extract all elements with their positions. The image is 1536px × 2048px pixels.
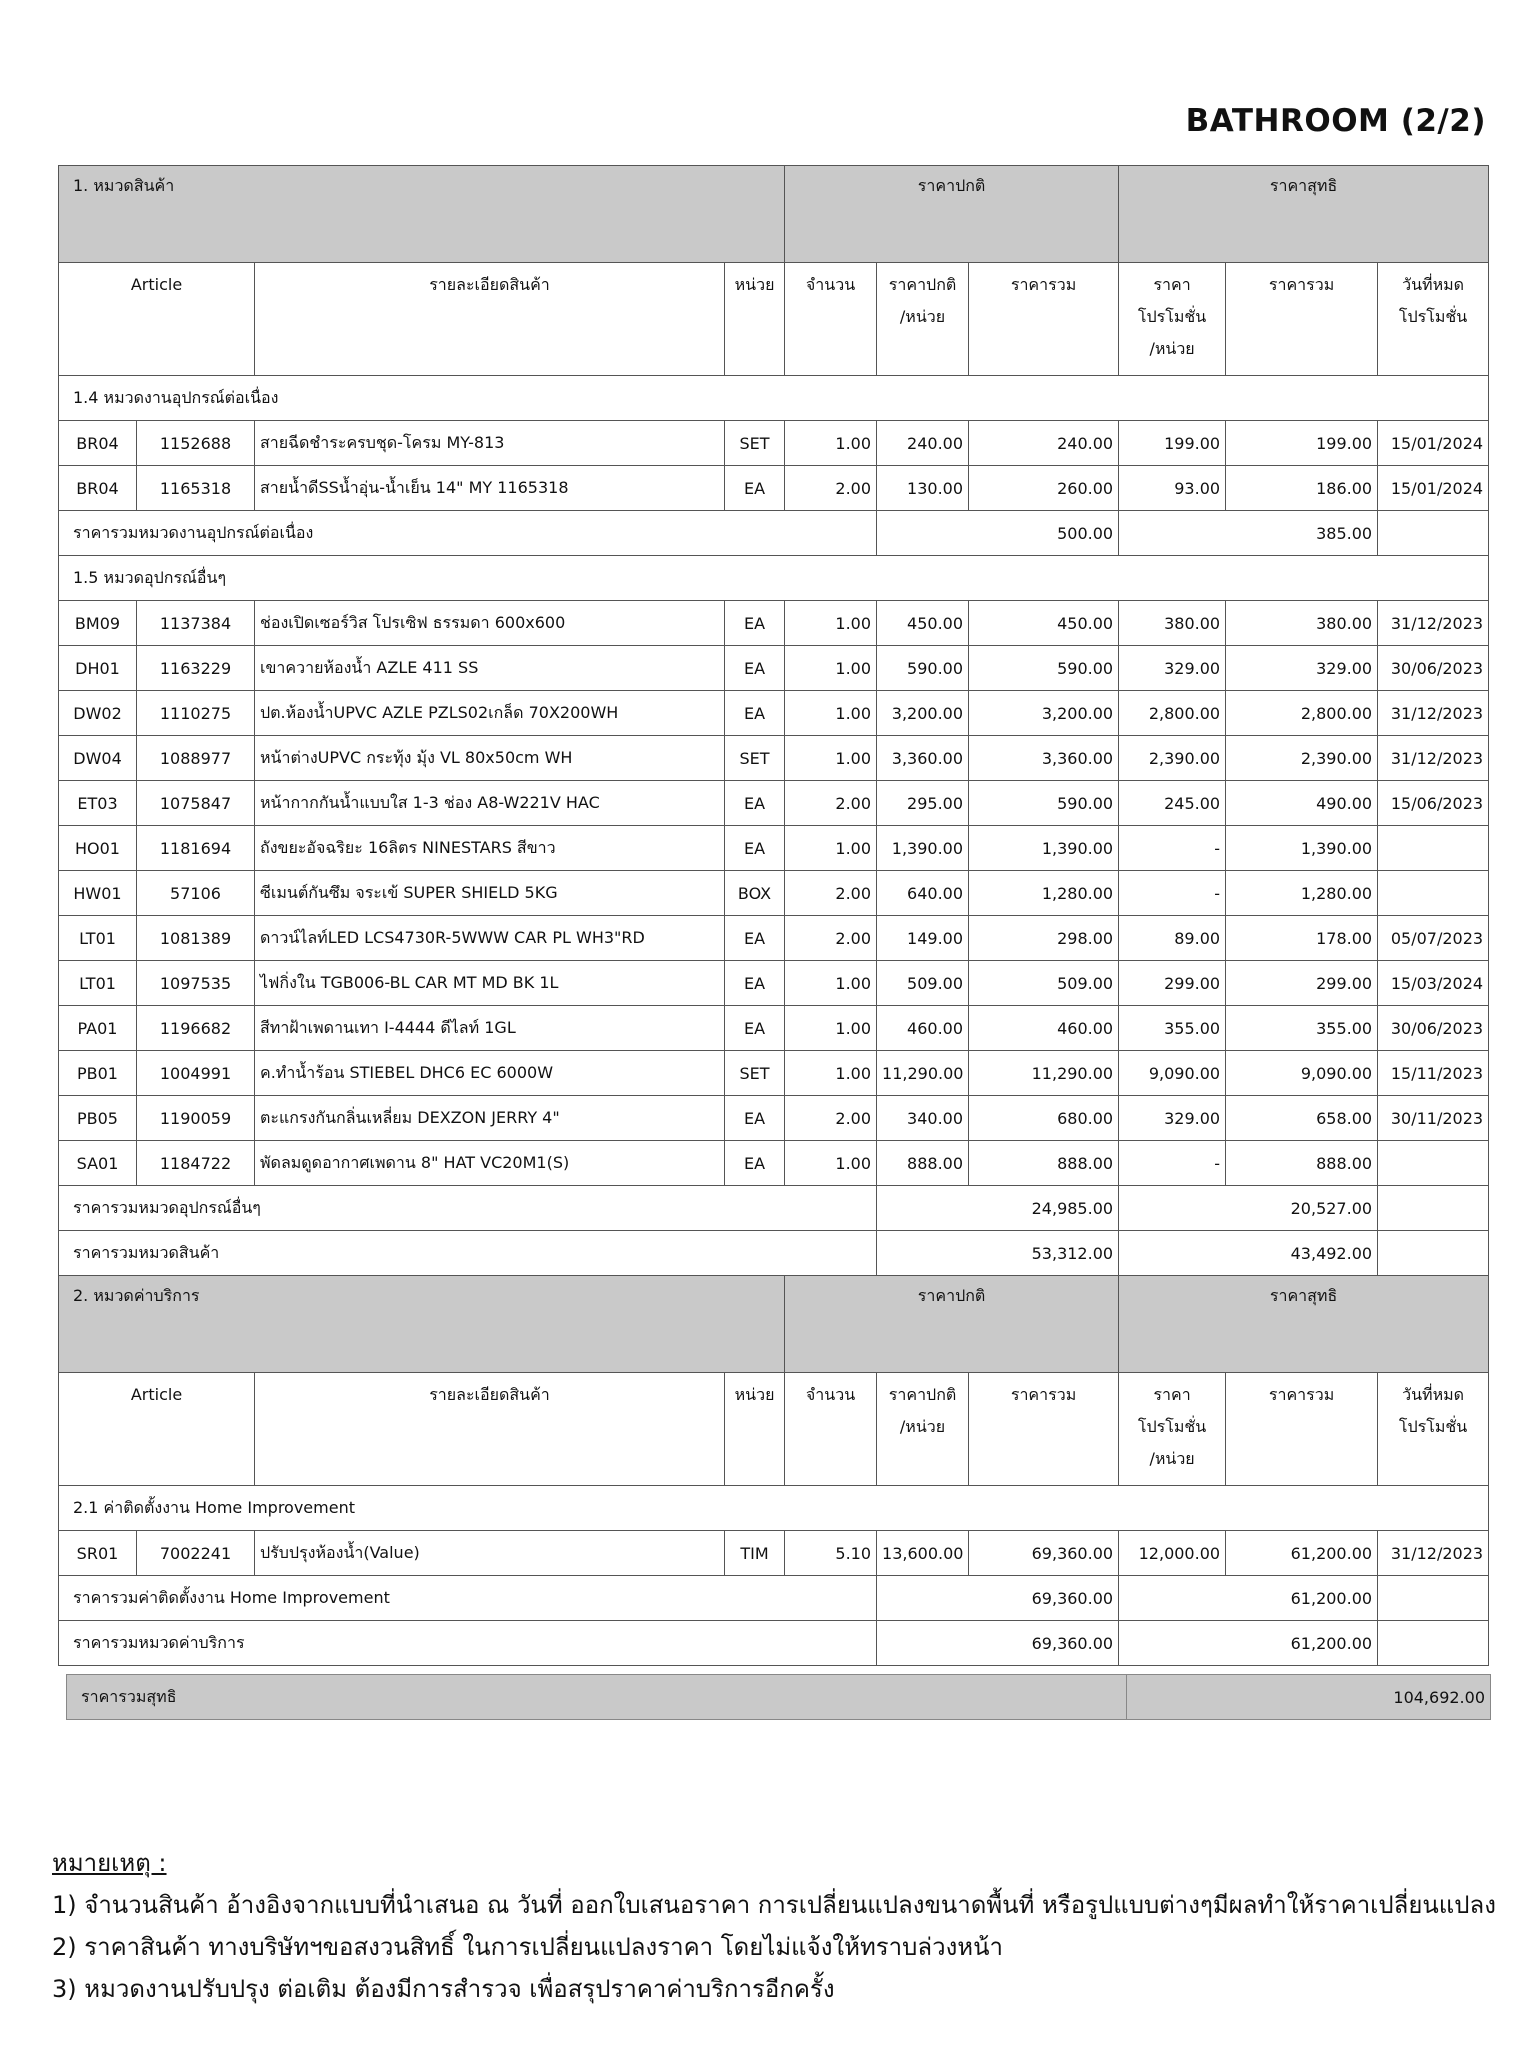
item-promo-price: - — [1119, 1141, 1226, 1186]
item-unit-price: 130.00 — [877, 466, 969, 511]
table-row — [59, 601, 1489, 646]
subtotal-normal: 69,360.00 — [877, 1576, 1119, 1621]
item-expire-date: 30/06/2023 — [1378, 1006, 1489, 1051]
col-article: Article — [59, 1373, 255, 1486]
col-total: ราคารวม — [969, 1373, 1119, 1486]
col-promo-l3: /หน่วย — [1149, 339, 1195, 358]
item-total: 298.00 — [969, 916, 1119, 961]
item-promo-price: 9,090.00 — [1119, 1051, 1226, 1096]
col-unit-price — [877, 263, 969, 376]
item-unit-price: 460.00 — [877, 1006, 969, 1051]
item-promo-price: 245.00 — [1119, 781, 1226, 826]
item-unit: SET — [725, 1051, 785, 1096]
item-unit-price: 240.00 — [877, 421, 969, 466]
table-row — [59, 421, 1489, 466]
col-unit-price-l1: ราคาปกติ — [888, 275, 957, 294]
item-description: พัดลมดูดอากาศเพดาน 8" HAT VC20M1(S) — [255, 1141, 725, 1186]
item-description: ดาวน์ไลท์LED LCS4730R-5WWW CAR PL WH3"RD — [255, 916, 725, 961]
item-qty: 2.00 — [785, 1096, 877, 1141]
col-detail: รายละเอียดสินค้า — [255, 263, 725, 376]
item-qty: 1.00 — [785, 691, 877, 736]
item-promo-total: 380.00 — [1226, 601, 1378, 646]
item-expire-date: 31/12/2023 — [1378, 691, 1489, 736]
item-unit-price: 1,390.00 — [877, 826, 969, 871]
item-unit: EA — [725, 466, 785, 511]
subtotal-row — [59, 1231, 1489, 1276]
item-unit-price: 3,360.00 — [877, 736, 969, 781]
col-qty: จำนวน — [785, 263, 877, 376]
column-header-row — [59, 263, 1489, 376]
col-expire-l2: โปรโมชั่น — [1398, 1417, 1468, 1436]
item-promo-total: 186.00 — [1226, 466, 1378, 511]
table-row — [59, 961, 1489, 1006]
item-article: 7002241 — [137, 1531, 255, 1576]
item-code: SR01 — [59, 1531, 137, 1576]
item-expire-date — [1378, 871, 1489, 916]
category-header-row — [59, 1276, 1489, 1373]
item-description: สีทาฝ้าเพดานเทา I-4444 ดีไลท์ 1GL — [255, 1006, 725, 1051]
notes-heading: หมายเหตุ : — [52, 1849, 167, 1877]
item-unit-price: 888.00 — [877, 1141, 969, 1186]
item-unit: EA — [725, 646, 785, 691]
item-unit: EA — [725, 961, 785, 1006]
item-description: เขาควายห้องน้ำ AZLE 411 SS — [255, 646, 725, 691]
item-qty: 1.00 — [785, 421, 877, 466]
item-description: ตะแกรงกันกลิ่นเหลี่ยม DEXZON JERRY 4" — [255, 1096, 725, 1141]
table-row — [59, 1141, 1489, 1186]
item-promo-price: 329.00 — [1119, 1096, 1226, 1141]
net-price-heading: ราคาสุทธิ — [1119, 1276, 1489, 1373]
item-expire-date: 15/03/2024 — [1378, 961, 1489, 1006]
item-unit: EA — [725, 691, 785, 736]
item-promo-price: 93.00 — [1119, 466, 1226, 511]
subtotal-row — [59, 1576, 1489, 1621]
note-line: 2) ราคาสินค้า ทางบริษัทฯขอสงวนสิทธิ์ ในการเปลี่ยนแปลงราคา โดยไม่แจ้งให้ทราบล่วงหน้า — [52, 1933, 1003, 1961]
item-unit-price: 509.00 — [877, 961, 969, 1006]
item-code: LT01 — [59, 916, 137, 961]
table-row — [59, 826, 1489, 871]
col-detail: รายละเอียดสินค้า — [255, 1373, 725, 1486]
table-row — [59, 736, 1489, 781]
item-article: 57106 — [137, 871, 255, 916]
item-code: SA01 — [59, 1141, 137, 1186]
subtotal-net: 61,200.00 — [1119, 1576, 1378, 1621]
subtotal-net: 20,527.00 — [1119, 1186, 1378, 1231]
col-promo-total: ราคารวม — [1226, 1373, 1378, 1486]
item-article: 1075847 — [137, 781, 255, 826]
item-description: หน้าต่างUPVC กระทุ้ง มุ้ง VL 80x50cm WH — [255, 736, 725, 781]
item-promo-total: 888.00 — [1226, 1141, 1378, 1186]
subtotal-normal: 53,312.00 — [877, 1231, 1119, 1276]
subtotal-row — [59, 1186, 1489, 1231]
col-unit: หน่วย — [725, 1373, 785, 1486]
item-promo-total: 658.00 — [1226, 1096, 1378, 1141]
item-article: 1184722 — [137, 1141, 255, 1186]
item-total: 1,280.00 — [969, 871, 1119, 916]
col-total: ราคารวม — [969, 263, 1119, 376]
table-row — [59, 1051, 1489, 1096]
item-promo-total: 1,390.00 — [1226, 826, 1378, 871]
subtotal-label: ราคารวมหมวดงานอุปกรณ์ต่อเนื่อง — [59, 511, 877, 556]
item-total: 1,390.00 — [969, 826, 1119, 871]
item-unit: BOX — [725, 871, 785, 916]
subtotal-row — [59, 1621, 1489, 1666]
item-description: ค.ทำน้ำร้อน STIEBEL DHC6 EC 6000W — [255, 1051, 725, 1096]
normal-price-heading: ราคาปกติ — [785, 1276, 1119, 1373]
item-code: DH01 — [59, 646, 137, 691]
item-expire-date: 31/12/2023 — [1378, 601, 1489, 646]
item-promo-total: 178.00 — [1226, 916, 1378, 961]
item-description: ไฟกิ่งใน TGB006-BL CAR MT MD BK 1L — [255, 961, 725, 1006]
subtotal-normal: 69,360.00 — [877, 1621, 1119, 1666]
note-line: 1) จำนวนสินค้า อ้างอิงจากแบบที่นำเสนอ ณ วันที่ ออกใบเสนอราคา การเปลี่ยนแปลงขนาดพื้นที่ หรือรูปแบบต่างๆมีผลทำให้ราคาเปลี่ยนแปลง — [52, 1891, 1496, 1919]
item-code: BM09 — [59, 601, 137, 646]
item-unit: EA — [725, 1006, 785, 1051]
item-unit: EA — [725, 781, 785, 826]
item-unit-price: 450.00 — [877, 601, 969, 646]
item-qty: 5.10 — [785, 1531, 877, 1576]
item-code: PB01 — [59, 1051, 137, 1096]
category-header-row — [59, 166, 1489, 263]
item-unit-price: 295.00 — [877, 781, 969, 826]
subtotal-net: 385.00 — [1119, 511, 1378, 556]
table-row — [59, 466, 1489, 511]
item-code: PB05 — [59, 1096, 137, 1141]
item-promo-total: 490.00 — [1226, 781, 1378, 826]
subtotal-empty — [1378, 1621, 1489, 1666]
item-total: 450.00 — [969, 601, 1119, 646]
item-expire-date: 15/06/2023 — [1378, 781, 1489, 826]
col-expire-l1: วันที่หมด — [1402, 1385, 1465, 1404]
col-article: Article — [59, 263, 255, 376]
item-article: 1165318 — [137, 466, 255, 511]
item-promo-price: 12,000.00 — [1119, 1531, 1226, 1576]
item-promo-price: 2,390.00 — [1119, 736, 1226, 781]
col-expire-l1: วันที่หมด — [1402, 275, 1465, 294]
subtotal-normal: 500.00 — [877, 511, 1119, 556]
subcategory-title: 1.5 หมวดอุปกรณ์อื่นๆ — [59, 556, 1489, 601]
item-code: PA01 — [59, 1006, 137, 1051]
item-code: ET03 — [59, 781, 137, 826]
col-expire — [1378, 263, 1489, 376]
table-row — [59, 691, 1489, 736]
net-price-heading: ราคาสุทธิ — [1119, 166, 1489, 263]
item-code: HW01 — [59, 871, 137, 916]
col-promo-l1: ราคา — [1153, 1385, 1191, 1404]
item-article: 1081389 — [137, 916, 255, 961]
subtotal-label: ราคารวมหมวดอุปกรณ์อื่นๆ — [59, 1186, 877, 1231]
item-promo-price: 199.00 — [1119, 421, 1226, 466]
item-qty: 1.00 — [785, 1006, 877, 1051]
item-promo-price: 355.00 — [1119, 1006, 1226, 1051]
category-title: 1. หมวดสินค้า — [59, 166, 785, 263]
column-header-row — [59, 1373, 1489, 1486]
item-total: 3,200.00 — [969, 691, 1119, 736]
item-expire-date — [1378, 826, 1489, 871]
item-unit: EA — [725, 826, 785, 871]
item-article: 1163229 — [137, 646, 255, 691]
item-unit-price: 590.00 — [877, 646, 969, 691]
subcategory-title: 1.4 หมวดงานอุปกรณ์ต่อเนื่อง — [59, 376, 1489, 421]
table-row — [59, 781, 1489, 826]
subcategory-row — [59, 1486, 1489, 1531]
item-code: BR04 — [59, 421, 137, 466]
subtotal-label: ราคารวมหมวดสินค้า — [59, 1231, 877, 1276]
subcategory-row — [59, 556, 1489, 601]
item-total: 260.00 — [969, 466, 1119, 511]
category-title: 2. หมวดค่าบริการ — [59, 1276, 785, 1373]
item-expire-date: 30/06/2023 — [1378, 646, 1489, 691]
item-total: 888.00 — [969, 1141, 1119, 1186]
item-total: 590.00 — [969, 646, 1119, 691]
item-promo-price: - — [1119, 826, 1226, 871]
subcategory-title: 2.1 ค่าติดตั้งงาน Home Improvement — [59, 1486, 1489, 1531]
item-unit-price: 640.00 — [877, 871, 969, 916]
item-unit: SET — [725, 736, 785, 781]
item-unit-price: 11,290.00 — [877, 1051, 969, 1096]
item-expire-date: 30/11/2023 — [1378, 1096, 1489, 1141]
col-promo-l2: โปรโมชั่น — [1137, 307, 1207, 326]
item-description: หน้ากากกันน้ำแบบใส 1-3 ช่อง A8-W221V HAC — [255, 781, 725, 826]
col-promo-l2: โปรโมชั่น — [1137, 1417, 1207, 1436]
item-article: 1097535 — [137, 961, 255, 1006]
item-promo-price: 299.00 — [1119, 961, 1226, 1006]
subtotal-normal: 24,985.00 — [877, 1186, 1119, 1231]
item-description: ปต.ห้องน้ำUPVC AZLE PZLS02เกล็ด 70X200WH — [255, 691, 725, 736]
subtotal-empty — [1378, 1186, 1489, 1231]
item-promo-total: 2,390.00 — [1226, 736, 1378, 781]
item-article: 1137384 — [137, 601, 255, 646]
item-qty: 1.00 — [785, 736, 877, 781]
item-article: 1152688 — [137, 421, 255, 466]
item-promo-price: 329.00 — [1119, 646, 1226, 691]
item-unit: EA — [725, 916, 785, 961]
item-promo-total: 61,200.00 — [1226, 1531, 1378, 1576]
item-qty: 2.00 — [785, 781, 877, 826]
item-unit-price: 13,600.00 — [877, 1531, 969, 1576]
table-row — [59, 871, 1489, 916]
item-expire-date: 15/01/2024 — [1378, 421, 1489, 466]
item-article: 1181694 — [137, 826, 255, 871]
table-row — [59, 916, 1489, 961]
col-unit: หน่วย — [725, 263, 785, 376]
table-row — [59, 1006, 1489, 1051]
item-promo-total: 299.00 — [1226, 961, 1378, 1006]
subtotal-label: ราคารวมหมวดค่าบริการ — [59, 1621, 877, 1666]
item-promo-total: 2,800.00 — [1226, 691, 1378, 736]
item-qty: 1.00 — [785, 1051, 877, 1096]
item-expire-date: 15/01/2024 — [1378, 466, 1489, 511]
item-unit-price: 3,200.00 — [877, 691, 969, 736]
item-qty: 2.00 — [785, 871, 877, 916]
col-promo-l3: /หน่วย — [1149, 1449, 1195, 1468]
table-row — [59, 1096, 1489, 1141]
item-article: 1110275 — [137, 691, 255, 736]
note-line: 3) หมวดงานปรับปรุง ต่อเติม ต้องมีการสำรวจ เพื่อสรุปราคาค่าบริการอีกครั้ง — [52, 1975, 835, 2003]
grand-total-label: ราคารวมสุทธิ — [67, 1675, 1127, 1720]
item-qty: 2.00 — [785, 466, 877, 511]
grand-total-value: 104,692.00 — [1127, 1675, 1491, 1720]
item-promo-price: 380.00 — [1119, 601, 1226, 646]
col-promo-price — [1119, 1373, 1226, 1486]
item-description: สายฉีดชำระครบชุด-โครม MY-813 — [255, 421, 725, 466]
grand-total-bar — [66, 1674, 1491, 1720]
item-description: ช่องเปิดเซอร์วิส โปรเซิฟ ธรรมดา 600x600 — [255, 601, 725, 646]
subtotal-empty — [1378, 1576, 1489, 1621]
item-article: 1088977 — [137, 736, 255, 781]
item-code: DW04 — [59, 736, 137, 781]
subtotal-empty — [1378, 1231, 1489, 1276]
col-expire — [1378, 1373, 1489, 1486]
item-unit: EA — [725, 1096, 785, 1141]
subtotal-row — [59, 511, 1489, 556]
item-unit: TIM — [725, 1531, 785, 1576]
item-qty: 1.00 — [785, 826, 877, 871]
col-unit-price-l2: /หน่วย — [899, 307, 946, 326]
col-unit-price — [877, 1373, 969, 1486]
item-qty: 1.00 — [785, 601, 877, 646]
item-code: LT01 — [59, 961, 137, 1006]
col-qty: จำนวน — [785, 1373, 877, 1486]
col-unit-price-l2: /หน่วย — [899, 1417, 946, 1436]
item-promo-total: 9,090.00 — [1226, 1051, 1378, 1096]
item-code: BR04 — [59, 466, 137, 511]
item-expire-date: 15/11/2023 — [1378, 1051, 1489, 1096]
item-total: 680.00 — [969, 1096, 1119, 1141]
table-row — [59, 1531, 1489, 1576]
item-unit: SET — [725, 421, 785, 466]
col-expire-l2: โปรโมชั่น — [1398, 307, 1468, 326]
item-expire-date: 05/07/2023 — [1378, 916, 1489, 961]
normal-price-heading: ราคาปกติ — [785, 166, 1119, 263]
item-code: DW02 — [59, 691, 137, 736]
subtotal-label: ราคารวมค่าติดตั้งงาน Home Improvement — [59, 1576, 877, 1621]
item-promo-total: 199.00 — [1226, 421, 1378, 466]
table-row — [59, 646, 1489, 691]
item-code: HO01 — [59, 826, 137, 871]
item-total: 590.00 — [969, 781, 1119, 826]
item-total: 69,360.00 — [969, 1531, 1119, 1576]
item-expire-date: 31/12/2023 — [1378, 736, 1489, 781]
subcategory-row — [59, 376, 1489, 421]
item-promo-total: 355.00 — [1226, 1006, 1378, 1051]
item-unit-price: 340.00 — [877, 1096, 969, 1141]
item-promo-price: 89.00 — [1119, 916, 1226, 961]
item-article: 1004991 — [137, 1051, 255, 1096]
subtotal-empty — [1378, 511, 1489, 556]
item-description: สายน้ำดีSSน้ำอุ่น-น้ำเย็น 14" MY 1165318 — [255, 466, 725, 511]
item-expire-date — [1378, 1141, 1489, 1186]
subtotal-net: 43,492.00 — [1119, 1231, 1378, 1276]
col-promo-price — [1119, 263, 1226, 376]
item-unit: EA — [725, 1141, 785, 1186]
item-total: 3,360.00 — [969, 736, 1119, 781]
item-total: 11,290.00 — [969, 1051, 1119, 1096]
item-unit: EA — [725, 601, 785, 646]
item-article: 1196682 — [137, 1006, 255, 1051]
item-article: 1190059 — [137, 1096, 255, 1141]
item-qty: 2.00 — [785, 916, 877, 961]
item-qty: 1.00 — [785, 646, 877, 691]
item-promo-total: 329.00 — [1226, 646, 1378, 691]
item-description: ปรับปรุงห้องน้ำ(Value) — [255, 1531, 725, 1576]
item-promo-price: - — [1119, 871, 1226, 916]
item-total: 460.00 — [969, 1006, 1119, 1051]
item-qty: 1.00 — [785, 1141, 877, 1186]
page-title: BATHROOM (2/2) — [1185, 103, 1486, 139]
item-total: 509.00 — [969, 961, 1119, 1006]
item-expire-date: 31/12/2023 — [1378, 1531, 1489, 1576]
quotation-table — [58, 165, 1489, 1666]
col-promo-l1: ราคา — [1153, 275, 1191, 294]
col-promo-total: ราคารวม — [1226, 263, 1378, 376]
item-description: ซีเมนต์กันซึม จระเข้ SUPER SHIELD 5KG — [255, 871, 725, 916]
item-qty: 1.00 — [785, 961, 877, 1006]
notes — [52, 1842, 1496, 2010]
col-unit-price-l1: ราคาปกติ — [888, 1385, 957, 1404]
item-promo-price: 2,800.00 — [1119, 691, 1226, 736]
item-total: 240.00 — [969, 421, 1119, 466]
item-description: ถังขยะอัจฉริยะ 16ลิตร NINESTARS สีขาว — [255, 826, 725, 871]
item-unit-price: 149.00 — [877, 916, 969, 961]
item-promo-total: 1,280.00 — [1226, 871, 1378, 916]
subtotal-net: 61,200.00 — [1119, 1621, 1378, 1666]
